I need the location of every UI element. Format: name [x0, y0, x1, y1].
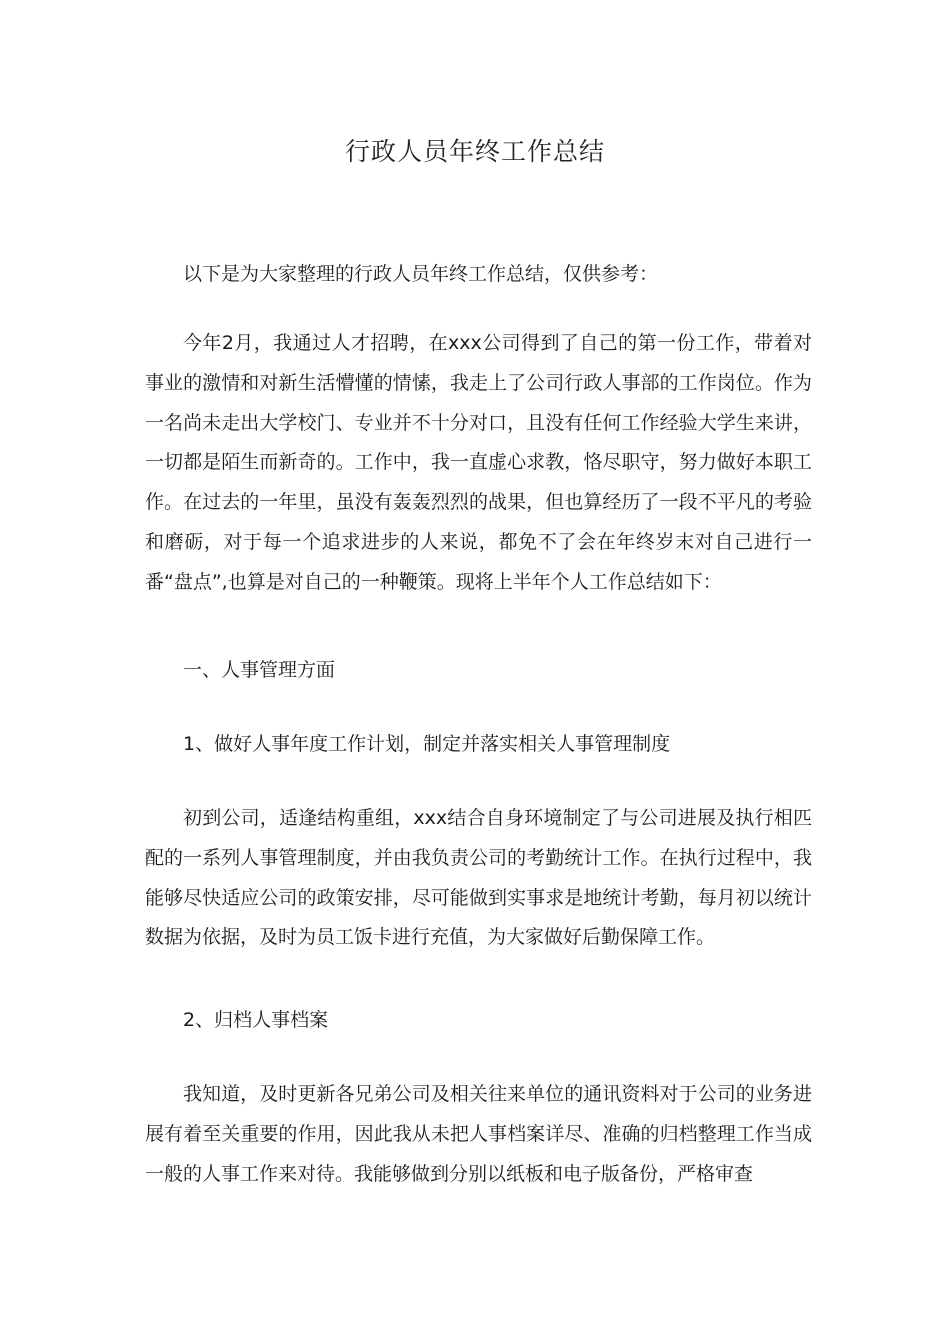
subsection-heading-1: 1、做好人事年度工作计划，制定并落实相关人事管理制度	[183, 733, 671, 755]
section-heading-1: 一、人事管理方面	[183, 659, 336, 681]
body-paragraph-3: 我知道，及时更新各兄弟公司及相关往来单位的通讯资料对于公司的业务进展有着至关重要的作用，因此我从未把人事档案详尽、准确的归档整理工作当成一般的人事工作来对待。我能够做到分别以纸板和电子版备份，严格审查	[145, 1083, 812, 1185]
intro-paragraph: 以下是为大家整理的行政人员年终工作总结，仅供参考：	[183, 263, 659, 285]
document-title: 行政人员年终工作总结	[344, 137, 605, 166]
subsection-heading-2: 2、归档人事档案	[183, 1009, 329, 1031]
body-paragraph-1: 今年2月，我通过人才招聘，在xxx公司得到了自己的第一份工作，带着对事业的激情和对新生活懵懂的情愫，我走上了公司行政人事部的工作岗位。作为一名尚未走出大学校门、专业并不十分对口，且没有任何工作经验大学生来讲，一切都是陌生而新奇的。工作中，我一直虚心求教，恪尽职守，努力做好本职工作。在过去的一年里，虽没有轰轰烈烈的战果，但也算经历了一段不平凡的考验和磨砺，对于每一个追求进步的人来说，都免不了会在年终岁末对自己进行一番“盘点”,也算是对自己的一种鞭策。现将上半年个人工作总结如下：	[145, 332, 812, 593]
body-paragraph-2: 初到公司，适逢结构重组，xxx结合自身环境制定了与公司进展及执行相匹配的一系列人事管理制度，并由我负责公司的考勤统计工作。在执行过程中，我能够尽快适应公司的政策安排，尽可能做到实事求是地统计考勤，每月初以统计数据为依据，及时为员工饭卡进行充值，为大家做好后勤保障工作。	[145, 807, 812, 949]
